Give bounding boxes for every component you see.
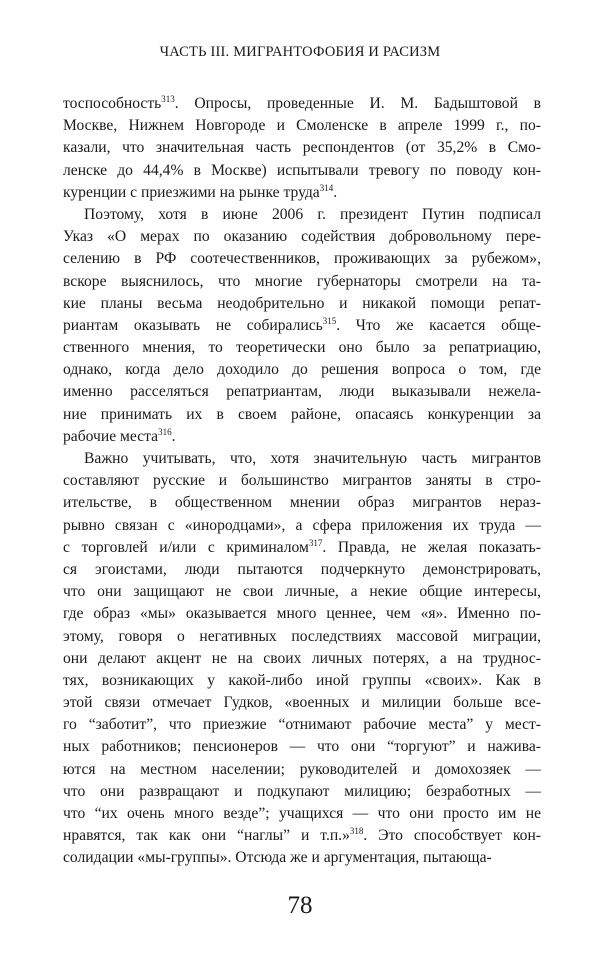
line-text: ственного мнения, то теоретически оно было за репатриацию,: [63, 339, 541, 357]
footnote-ref: 316: [158, 426, 172, 437]
text-line: [63, 271, 541, 293]
text-line: [63, 93, 541, 115]
text-line: [63, 182, 541, 204]
text-line: [63, 603, 541, 625]
line-text: солидации «мы-группы». Отсюда же и аргументация, пытающа-: [63, 849, 492, 867]
text-line: [63, 781, 541, 803]
line-text: нравятся, так как они “наглы” и т.п.»: [63, 827, 350, 845]
text-line: [63, 759, 541, 781]
footnote-ref: 317: [308, 537, 323, 548]
text-line: [63, 293, 541, 315]
line-text: ных работников; пенсионеров — что они “торгуют” и нажива-: [63, 738, 541, 756]
text-line: [63, 381, 541, 403]
text-line: [63, 626, 541, 648]
text-line: [63, 492, 541, 514]
text-line: [63, 692, 541, 714]
text-line: [63, 736, 541, 758]
text-line: [63, 670, 541, 692]
line-text: что они защищают не свои личные, а некие общие интересы,: [63, 583, 541, 601]
line-text: этой связи отмечает Гудков, «военных и милиции больше все-: [63, 694, 541, 712]
line-text: ительстве, в общественном мнении образ мигрантов нераз-: [63, 494, 541, 512]
line-text: Важно учитывать, что, хотя значительную часть мигрантов: [84, 450, 541, 467]
line-text: куренции с приезжими на рынке труда: [63, 183, 320, 201]
line-text: этому, говоря о негативных последствиях массовой миграции,: [63, 627, 541, 645]
line-text: что они развращают и подкупают милицию; безработных —: [63, 782, 541, 800]
line-text: тях, возникающих у какой-либо иной группы «своих». Как в: [63, 671, 541, 689]
line-text: ются на местном населении; руководителей и домохозяек —: [63, 760, 541, 778]
line-text: ся эгоистами, люди пытаются подчеркнуто демонстрировать,: [63, 560, 541, 578]
line-text: именно расселяться репатриантам, люди выказывали нежела-: [63, 383, 541, 401]
line-text: Указ «О мерах по оказанию содействия добровольному пере-: [63, 228, 541, 246]
text-line: [63, 359, 541, 381]
text-line: [63, 448, 541, 470]
line-text: риантам оказывать не собирались: [63, 316, 323, 334]
text-line: [63, 559, 541, 581]
text-line: [63, 803, 541, 825]
footnote-ref: 313: [161, 94, 175, 104]
text-line: [63, 160, 541, 182]
line-text: тоспособность: [63, 95, 162, 112]
footnote-ref: 314: [319, 182, 334, 193]
line-text: ленске до 44,4% в Москве) испытывали тревогу по поводу кон-: [63, 161, 541, 179]
text-line: [63, 515, 541, 537]
text-line: [63, 248, 541, 270]
text-line: [63, 315, 541, 337]
paragraph: [63, 448, 541, 870]
text-line: [63, 337, 541, 359]
text-line: [63, 226, 541, 248]
line-text: ние принимать их в своем районе, опасаясь конкуренции за: [63, 405, 541, 423]
text-line: [63, 714, 541, 736]
line-text: казали, что значительная часть респондентов (от 35,2% в Смо-: [63, 139, 541, 157]
line-text-continued: . Что же касается обще-: [336, 316, 541, 334]
line-text: селению в РФ соотечественников, проживающих за рубежом»,: [63, 250, 541, 268]
line-text: с торговлей и/или с криминалом: [63, 538, 309, 556]
text-line: [63, 404, 541, 426]
line-text-continued: .: [171, 427, 176, 445]
text-line: [63, 137, 541, 159]
paragraph: [63, 93, 541, 204]
text-line: [63, 581, 541, 603]
text-line: [63, 470, 541, 492]
text-line: [63, 648, 541, 670]
footnote-ref: 318: [349, 826, 364, 837]
line-text: Москве, Нижнем Новгороде и Смоленске в апреле 1999 г., по-: [63, 117, 541, 135]
line-text-continued: . Это способствует кон-: [363, 827, 541, 845]
line-text: где образ «мы» оказывается много ценнее, чем «я». Именно по-: [63, 605, 541, 623]
line-text: что “их очень много везде”; учащихся — что они просто им не: [63, 805, 541, 822]
line-text-continued: .: [333, 183, 338, 201]
line-text: однако, когда дело доходило до решения вопроса о том, где: [63, 361, 541, 379]
text-line: [63, 426, 541, 448]
line-text: рабочие места: [63, 427, 159, 445]
footnote-ref: 315: [322, 315, 337, 326]
line-text-continued: . Опросы, проведенные И. М. Бадыштовой в: [174, 95, 541, 112]
running-head: ЧАСТЬ III. МИГРАНТОФОБИЯ И РАСИЗМ: [159, 44, 441, 60]
text-line: [63, 115, 541, 137]
line-text: вскоре выяснилось, что многие губернаторы смотрели на та-: [63, 272, 541, 290]
line-text: рывно связан с «инородцами», а сфера приложения их труда —: [63, 516, 541, 534]
line-text: Поэтому, хотя в июне 2006 г. президент Путин подписал: [84, 205, 541, 223]
text-line: [63, 825, 541, 847]
text-line: [63, 847, 541, 869]
line-text: они делают акцент не на своих личных потерях, а на труднос-: [63, 649, 541, 667]
line-text: составляют русские и большинство мигрантов заняты в стро-: [63, 472, 541, 490]
body-text: [63, 93, 541, 870]
line-text: го “заботит”, что приезжие “отнимают рабочие места” у мест-: [63, 716, 541, 734]
page-number: 78: [287, 892, 313, 919]
paragraph: [63, 204, 541, 448]
line-text: кие планы весьма неодобрительно и никакой помощи репат-: [63, 294, 541, 312]
line-text-continued: . Правда, не желая показать-: [322, 538, 541, 556]
text-line: [63, 537, 541, 559]
text-line: [63, 204, 541, 226]
